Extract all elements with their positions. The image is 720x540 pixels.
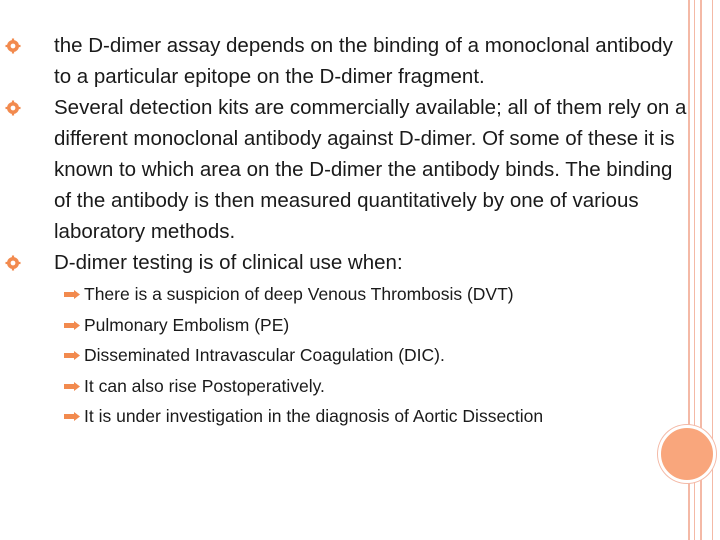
gear-bullet-icon bbox=[5, 100, 21, 116]
sub-bullet-text: Disseminated Intravascular Coagulation (DIC). bbox=[84, 345, 445, 365]
arrow-bullet-icon bbox=[64, 321, 80, 330]
gear-bullet-icon bbox=[5, 38, 21, 54]
decorative-circle bbox=[658, 425, 716, 483]
gear-bullet-icon bbox=[5, 255, 21, 271]
bullet-text: the D-dimer assay depends on the binding of a monoclonal antibody to a particular epitope on the D-dimer fragment. bbox=[54, 34, 673, 88]
arrow-bullet-icon bbox=[64, 351, 80, 360]
sub-bullet-item bbox=[0, 310, 660, 341]
bullet-text: D-dimer testing is of clinical use when: bbox=[54, 251, 403, 274]
bullet-text: Several detection kits are commercially available; all of them rely on a different monoclonal antibody against D-dimer. Of some of these it is known to which area on the D-dimer the antibody binds. The binding of the antibody is then measured quantitatively by one of various laboratory methods. bbox=[54, 96, 687, 243]
sub-bullet-item bbox=[0, 340, 660, 371]
bullet-item bbox=[0, 30, 694, 92]
arrow-bullet-icon bbox=[64, 412, 80, 421]
bullet-item bbox=[0, 247, 694, 278]
sub-bullet-item bbox=[0, 401, 660, 432]
arrow-bullet-icon bbox=[64, 382, 80, 391]
arrow-bullet-icon bbox=[64, 290, 80, 299]
sub-bullet-item bbox=[0, 279, 660, 310]
sub-bullet-item bbox=[0, 371, 660, 402]
sub-bullet-text: There is a suspicion of deep Venous Thrombosis (DVT) bbox=[84, 284, 514, 304]
slide-content bbox=[0, 30, 687, 432]
sub-bullet-list bbox=[0, 279, 660, 432]
sub-bullet-text: It is under investigation in the diagnosis of Aortic Dissection bbox=[84, 406, 544, 426]
sub-bullet-text: Pulmonary Embolism (PE) bbox=[84, 314, 290, 335]
bullet-item bbox=[0, 92, 694, 247]
sub-bullet-text: It can also rise Postoperatively. bbox=[84, 375, 325, 396]
